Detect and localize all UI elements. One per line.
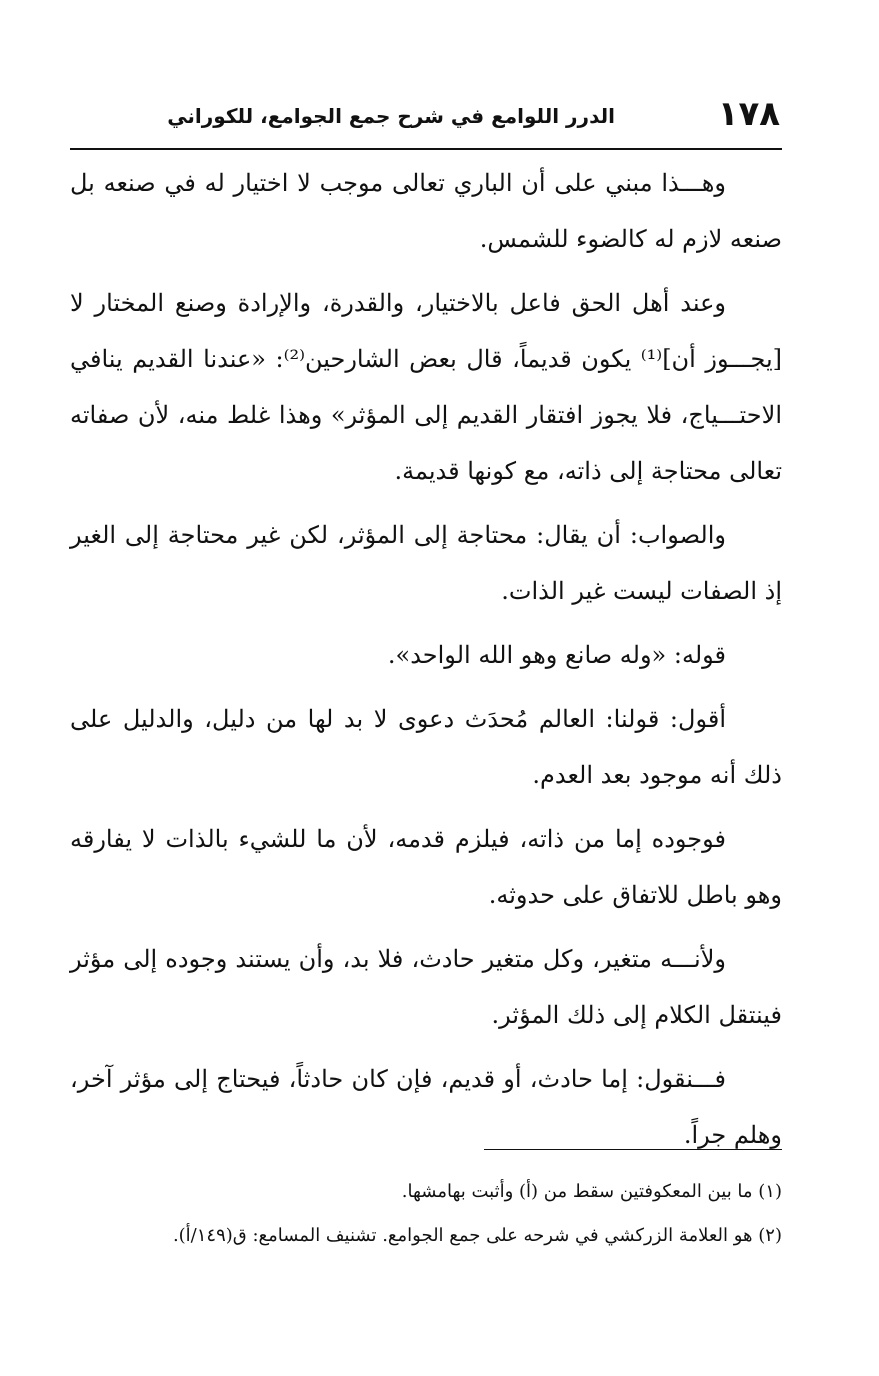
- paragraph: أقول: قولنا: العالم مُحدَث دعوى لا بد لها من دليل، والدليل على ذلك أنه موجود بعد العدم.: [70, 705, 782, 789]
- paragraph: وعند أهل الحق فاعل بالاختيار، والقدرة، والإرادة وصنع المختار لا [يجـــوز أن]⁽¹⁾ يكون قديماً، قال بعض الشارحين⁽²⁾: «عندنا القديم ينافي الاحتـــياج، فلا يجوز افتقار القديم إلى المؤثر» وهذا غلط منه، لأن صفاته تعالى محتاجة إلى ذاته، مع كونها قديمة.: [70, 289, 782, 485]
- footnotes: [70, 1170, 782, 1258]
- header-rule: [70, 148, 782, 150]
- paragraph: والصواب: أن يقال: محتاجة إلى المؤثر، لكن غير محتاجة إلى الغير إذ الصفات ليست غير الذات.: [70, 521, 782, 605]
- main-text: [70, 155, 782, 1163]
- footnote-2: (٢) هو العلامة الزركشي في شرحه على جمع الجوامع. تشنيف المسامع: ق(١٤٩/أ).: [172, 1225, 782, 1246]
- page-number: ١٧٨: [717, 94, 780, 134]
- page-header: [70, 92, 780, 148]
- running-title: الدرر اللوامع في شرح جمع الجوامع، للكوراني: [167, 104, 615, 128]
- paragraph: قوله: «وله صانع وهو الله الواحد».: [387, 641, 726, 669]
- footnote-1: (١) ما بين المعكوفتين سقط من (أ) وأثبت بهامشها.: [401, 1181, 782, 1202]
- paragraph: فوجوده إما من ذاته، فيلزم قدمه، لأن ما للشيء بالذات لا يفارقه وهو باطل للاتفاق على حدوثه.: [70, 825, 782, 909]
- footnote-rule: [484, 1149, 782, 1150]
- paragraph: فـــنقول: إما حادث، أو قديم، فإن كان حادثاً، فيحتاج إلى مؤثر آخر، وهلم جراً.: [70, 1065, 782, 1149]
- paragraph: ولأنـــه متغير، وكل متغير حادث، فلا بد، وأن يستند وجوده إلى مؤثر فينتقل الكلام إلى ذلك المؤثر.: [70, 945, 782, 1029]
- paragraph: وهـــذا مبني على أن الباري تعالى موجب لا اختيار له في صنعه بل صنعه لازم له كالضوء للشمس.: [70, 169, 782, 253]
